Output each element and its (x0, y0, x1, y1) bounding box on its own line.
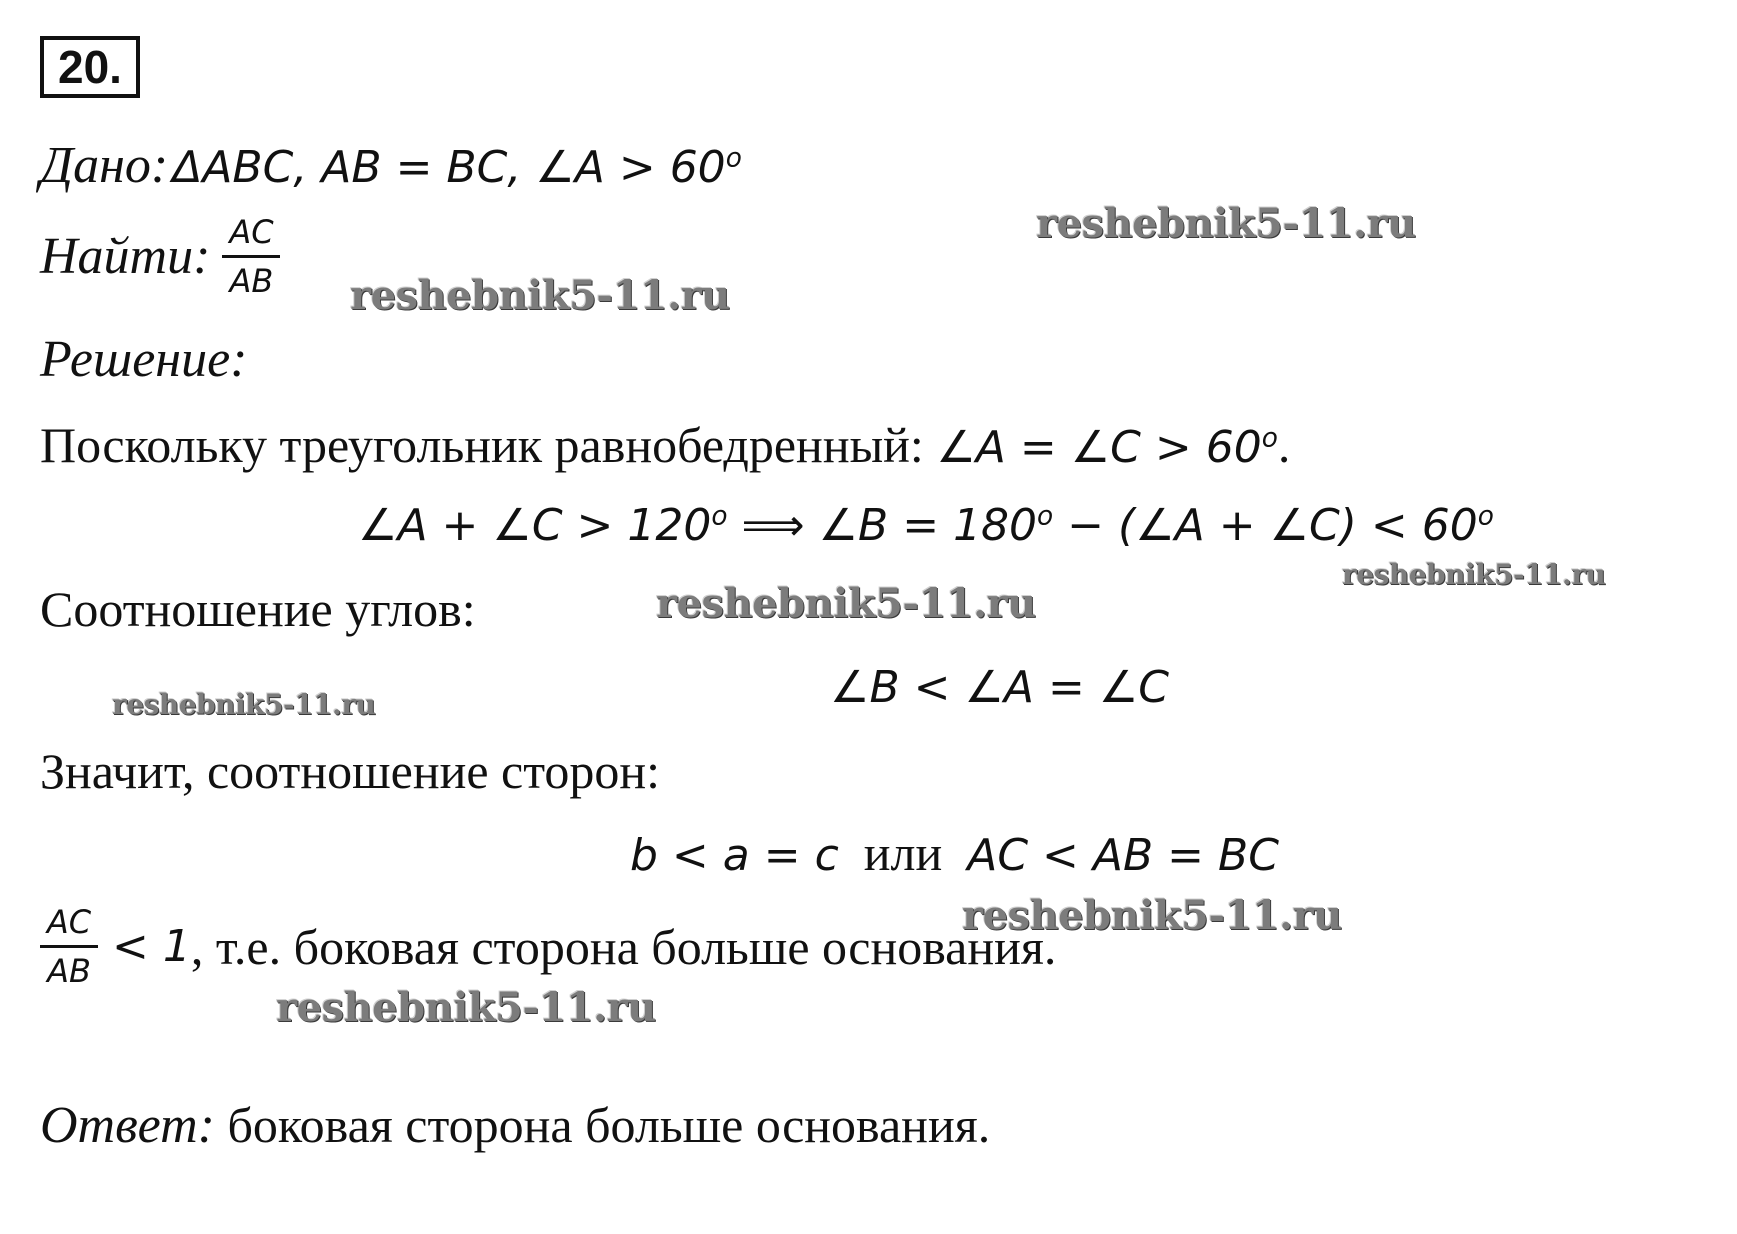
line2-part1: ∠A + ∠C > 120 (358, 500, 712, 551)
line2-part2: ∠B = 180 (818, 500, 1038, 551)
solution-line-1 (40, 416, 1290, 474)
conclusion-fraction (40, 902, 98, 991)
watermark: reshebnik5-11.ru (1342, 558, 1606, 591)
line1-text: Поскольку треугольник равнобедренный: (40, 417, 937, 473)
conclusion-numerator: AC (46, 903, 92, 941)
watermark: reshebnik5-11.ru (962, 892, 1342, 939)
sides-formula-right: AC < AB = BC (967, 830, 1279, 881)
conclusion-line (40, 902, 1056, 991)
conclusion-text: , т.е. боковая сторона больше основания. (190, 918, 1057, 975)
solution-line-2 (358, 500, 1494, 551)
solution-label: Решение: (40, 331, 248, 388)
find-label: Найти (40, 228, 194, 285)
line2-degree-2: o (1037, 500, 1054, 532)
given-colon: : (150, 137, 169, 194)
answer-label: Ответ: (40, 1097, 215, 1154)
line2-part3: − (∠A + ∠C) < 60 (1053, 500, 1478, 551)
line1-math: ∠A = ∠C > $60^o$ (936, 422, 1278, 473)
given-line (40, 136, 742, 195)
implies-arrow: ⟹ (727, 500, 819, 551)
watermark: reshebnik5-11.ru (112, 688, 376, 721)
sides-formula (630, 824, 1279, 882)
angles-relation-formula: ∠B < ∠A = ∠C (830, 662, 1170, 713)
sides-formula-left: b < a = c (630, 830, 839, 881)
watermark: reshebnik5-11.ru (350, 272, 730, 319)
find-numerator: AC (229, 213, 274, 251)
given-condition: ΔABC, AB = BC, ∠A > $60^o$ (172, 142, 742, 193)
sides-formula-or: или (838, 825, 968, 881)
problem-number: 20. (40, 36, 140, 98)
line1-period: . (1277, 417, 1291, 473)
watermark: reshebnik5-11.ru (656, 580, 1036, 627)
watermark: reshebnik5-11.ru (1036, 200, 1416, 247)
answer-line (40, 1096, 990, 1155)
angles-relation-label: Соотношение углов: (40, 581, 476, 637)
find-denominator: AB (229, 262, 274, 300)
conclusion-denominator: AB (47, 952, 91, 990)
fraction-bar (40, 945, 98, 948)
answer-text: боковая сторона больше основания. (214, 1097, 991, 1153)
sides-intro: Значит, соотношение сторон: (40, 743, 661, 799)
conclusion-math: < 1 (98, 921, 191, 972)
line2-degree-1: o (711, 500, 728, 532)
find-colon: : (193, 228, 211, 285)
find-fraction (222, 212, 280, 301)
fraction-bar (222, 255, 280, 258)
given-label: Дано (40, 137, 151, 194)
find-line (40, 212, 280, 301)
watermark: reshebnik5-11.ru (276, 984, 656, 1031)
line2-degree-3: o (1477, 500, 1494, 532)
